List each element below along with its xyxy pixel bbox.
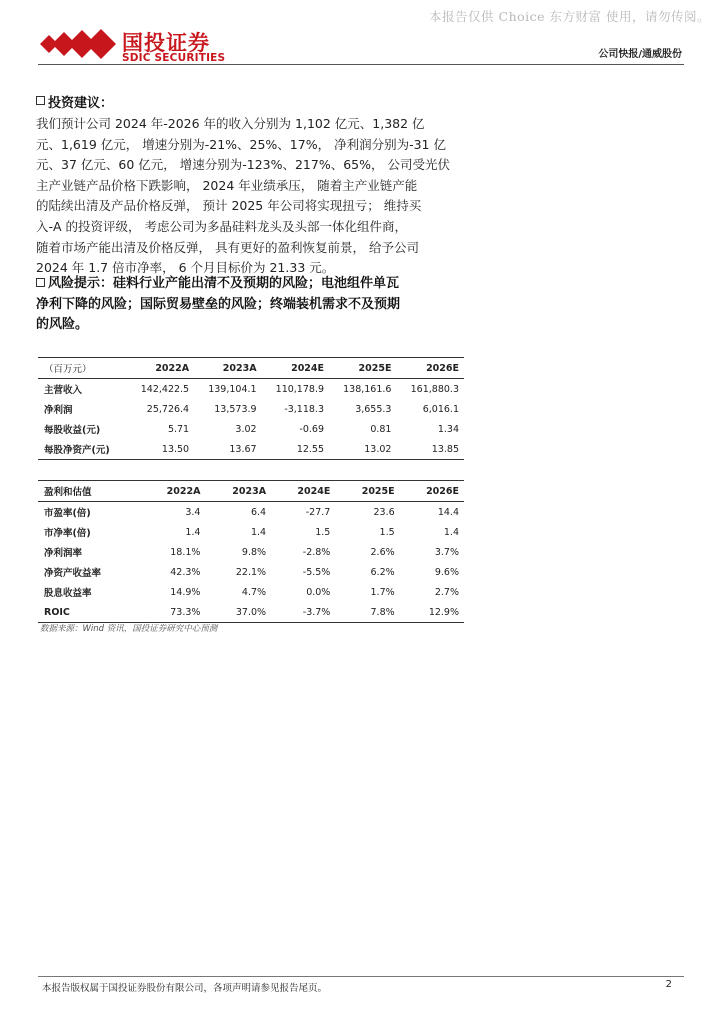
table-cell: 142,422.5 [140,383,190,395]
table-cell: -5.5% [302,566,331,578]
investment-line: 2024 年 1.7 倍市净率， 6 个月目标价为 21.33 元。 [36,260,335,276]
table-cell: 13,573.9 [214,403,257,415]
copyright-notice: 本报告版权属于国投证券股份有限公司，各项声明请参见报告尾页。 [42,983,328,994]
table-row [38,419,464,439]
header-cell: 2026E [396,358,464,379]
table-row [38,542,464,562]
investment-line: 主产业链产品价格下跌影响， 2024 年业绩承压， 随着主产业链产能 [36,177,418,193]
table-cell: 18.1% [170,546,201,558]
table-row [38,582,464,602]
table-cell: 2.7% [434,586,459,598]
row-label: 每股收益(元) [44,425,101,436]
company-logo [40,25,240,67]
table-cell: 14.9% [170,586,201,598]
investment-paragraph [36,114,466,279]
logo-text-cn: 国投证券 [122,31,210,55]
table-cell: 1.7% [370,586,395,598]
table-cell: 13.67 [194,439,261,460]
table-cell: 37.0% [205,602,271,623]
table-header-row [38,358,464,379]
financial-summary-table [38,357,464,460]
table-row [38,399,464,419]
row-label: 股息收益率 [44,588,92,599]
investment-line: 随着市场产能出清及价格反弹， 具有更好的盈利恢复前景， 给予公司 [36,239,419,255]
table-cell: 7.8% [335,602,399,623]
table-cell: 0.81 [370,423,392,435]
table-header-row [38,481,464,502]
table-row [38,562,464,582]
header-cell: 2026E [400,481,464,502]
table-cell: 1.5 [315,526,331,538]
table-cell: 5.71 [167,423,190,435]
table-cell: 110,178.9 [275,383,325,395]
risk-line: 的风险。 [36,317,89,333]
investment-line: 的陆续出清及产品价格反弹， 预计 2025 年公司将实现扭亏； 维持买 [36,198,422,214]
table-cell: -3,118.3 [284,403,325,415]
table-cell: -0.69 [299,423,325,435]
table-cell: 6.2% [370,566,395,578]
risk-paragraph [36,274,466,336]
header-divider [38,64,684,65]
watermark: 本报告仅供 Choice 东方财富 使用，请勿传阅。 [429,9,710,24]
investment-heading [36,92,113,111]
header-cell: 2025E [335,481,399,502]
header-cell: 2022A [127,358,194,379]
table-cell: 0.0% [306,586,331,598]
table-cell: 138,161.6 [343,383,392,395]
header-cell: 2024E [262,358,329,379]
bullet-square-icon [36,278,45,287]
table-cell: 1.4 [443,526,459,538]
table-cell: -3.7% [271,602,335,623]
row-label: 净利润率 [44,548,83,559]
header-cell: 2023A [194,358,261,379]
table-row [38,439,464,460]
risk-line: 净利下降的风险；国际贸易壁垒的风险；终端装机需求不及预期 [36,296,401,312]
table-cell: 161,880.3 [410,383,459,395]
table-cell: 2.6% [370,546,395,558]
table-cell: 1.4 [185,526,201,538]
table-cell: 9.8% [241,546,267,558]
table-cell: 3.02 [235,423,257,435]
table-cell: 13.50 [127,439,194,460]
risk-line: 硅料行业产能出清不及预期的风险；电池组件单瓦 [113,276,400,291]
row-label: 市盈率(倍) [44,508,91,519]
investment-line: 入-A 的投资评级， 考虑公司为多晶硅料龙头及头部一体化组件商， [36,218,408,234]
bullet-square-icon [36,96,45,105]
table-cell: 13.02 [329,439,396,460]
table-cell: 139,104.1 [208,383,257,395]
risk-title: 风险提示： [48,276,114,291]
logo-text-en: SDIC SECURITIES [122,52,226,64]
risk-first-line [36,274,466,295]
table-cell: 1.34 [437,423,459,435]
row-label: 净资产收益率 [44,568,102,579]
investment-line: 元、37 亿元、60 亿元， 增速分别为-123%、217%、65%， 公司受光伏 [36,157,450,173]
header-cell: 盈利和估值 [38,481,140,502]
row-label: 每股净资产(元) [38,439,127,460]
investment-title: 投资建议： [48,96,114,111]
table-cell: 12.55 [262,439,329,460]
logo-mark-icon [40,27,116,61]
table-cell: 13.85 [396,439,464,460]
table-row [38,522,464,542]
row-label: ROIC [38,602,140,623]
valuation-table [38,480,464,623]
header-cell: 2025E [329,358,396,379]
row-label: 净利润 [44,405,73,416]
table-cell: -27.7 [305,506,331,518]
table-cell: 1.5 [379,526,395,538]
table-row [38,379,464,400]
page-number: 2 [665,979,672,990]
report-type: 公司快报/通威股份 [598,49,682,60]
table-cell: 73.3% [140,602,206,623]
table-cell: -2.8% [302,546,331,558]
table-cell: 3.4 [185,506,201,518]
table-cell: 25,726.4 [146,403,190,415]
table-cell: 22.1% [235,566,267,578]
table-cell: 9.6% [434,566,459,578]
investment-line: 元、1,619 亿元， 增速分别为-21%、25%、17%， 净利润分别为-31 亿 [36,136,446,152]
table-row [38,602,464,623]
data-source-note: 数据来源：Wind 资讯，国投证券研究中心预测 [40,624,218,634]
table-cell: 3,655.3 [355,403,392,415]
header-cell: （百万元） [38,358,127,379]
table-cell: 3.7% [434,546,459,558]
row-label: 市净率(倍) [44,528,91,539]
table-row [38,502,464,523]
investment-line: 我们预计公司 2024 年-2026 年的收入分别为 1,102 亿元、1,382 亿 [36,116,425,131]
table-cell: 23.6 [373,506,395,518]
table-cell: 42.3% [170,566,201,578]
table-cell: 4.7% [241,586,267,598]
table-cell: 6,016.1 [422,403,459,415]
table-cell: 1.4 [250,526,267,538]
header-cell: 2022A [140,481,206,502]
row-label: 主营收入 [44,385,83,396]
table-cell: 12.9% [400,602,464,623]
header-cell: 2023A [205,481,271,502]
footer-divider [38,976,684,977]
header-cell: 2024E [271,481,335,502]
table-cell: 14.4 [437,506,459,518]
table-cell: 6.4 [250,506,267,518]
